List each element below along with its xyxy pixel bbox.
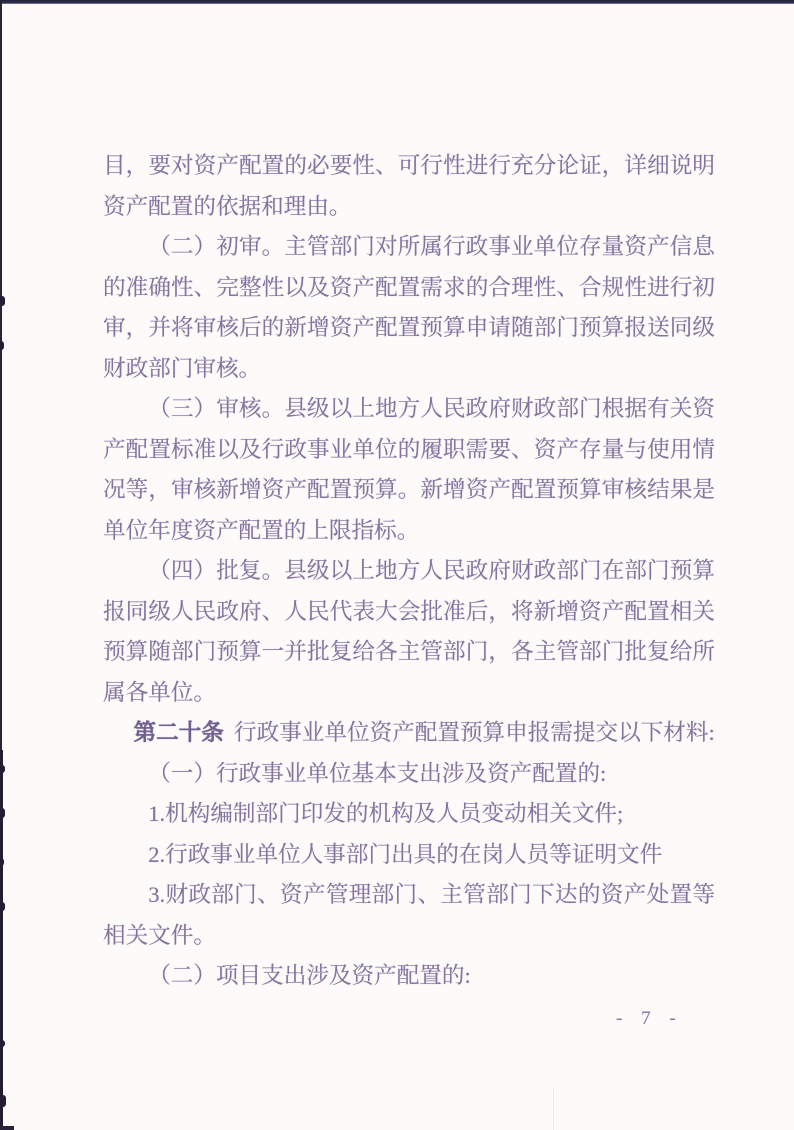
scan-artifact-blob xyxy=(0,296,5,306)
scan-artifact-blob xyxy=(0,1095,6,1107)
scan-artifact-blob xyxy=(0,902,5,911)
scan-artifact-left-edge-thick xyxy=(0,750,3,1130)
article-20-text: 行政事业单位资产配置预算申报需提交以下材料: xyxy=(234,720,715,745)
page-number: - 7 - xyxy=(616,1008,683,1029)
scan-artifact-blob xyxy=(0,1040,5,1047)
scan-artifact-blob xyxy=(0,858,4,866)
article-20-number: 第二十条 xyxy=(133,720,224,745)
scan-artifact-top-edge xyxy=(0,0,794,4)
paragraph-article-20 xyxy=(103,713,715,754)
scan-artifact-blob xyxy=(0,765,5,773)
paragraph-sub1-item-1: 1.机构编制部门印发的机构及人员变动相关文件; xyxy=(148,801,624,826)
document-body xyxy=(103,146,715,997)
paragraph-sub1-title: （一）行政事业单位基本支出涉及资产配置的: xyxy=(148,760,607,786)
scan-artifact-faint-line xyxy=(553,1088,554,1130)
paragraph-sub1-item-2: 2.行政事业单位人事部门出具的在岗人员等证明文件 xyxy=(148,841,663,867)
scan-artifact-bottom-edge xyxy=(0,1126,14,1130)
paragraph-intro-continuation: 目，要对资产配置的必要性、可行性进行充分论证，详细说明资产配置的依据和理由。 xyxy=(103,153,715,219)
paragraph-sub1-item-3: 3.财政部门、资产管理部门、主管部门下达的资产处置等相关文件。 xyxy=(103,882,715,948)
paragraph-step-approval: （四）批复。县级以上地方人民政府财政部门在部门预算报同级人民政府、人民代表大会批准后，将新增资产配置相关预算随部门预算一并批复给各主管部门，各主管部门批复给所属各单位。 xyxy=(103,558,715,705)
paragraph-step-initial-review: （二）初审。主管部门对所属行政事业单位存量资产信息的准确性、完整性以及资产配置需求的合理性、合规性进行初审，并将审核后的新增资产配置预算申请随部门预算报送同级财政部门审核。 xyxy=(103,234,715,381)
scan-artifact-blob xyxy=(0,808,5,818)
paragraph-sub2-title: （二）项目支出涉及资产配置的: xyxy=(148,963,471,988)
paragraph-step-examination: （三）审核。县级以上地方人民政府财政部门根据有关资产配置标准以及行政事业单位的履职需要、资产存量与使用情况等，审核新增资产配置预算。新增资产配置预算审核结果是单位年度资产配置的上限指标。 xyxy=(103,396,715,543)
scan-artifact-blob xyxy=(0,341,4,350)
